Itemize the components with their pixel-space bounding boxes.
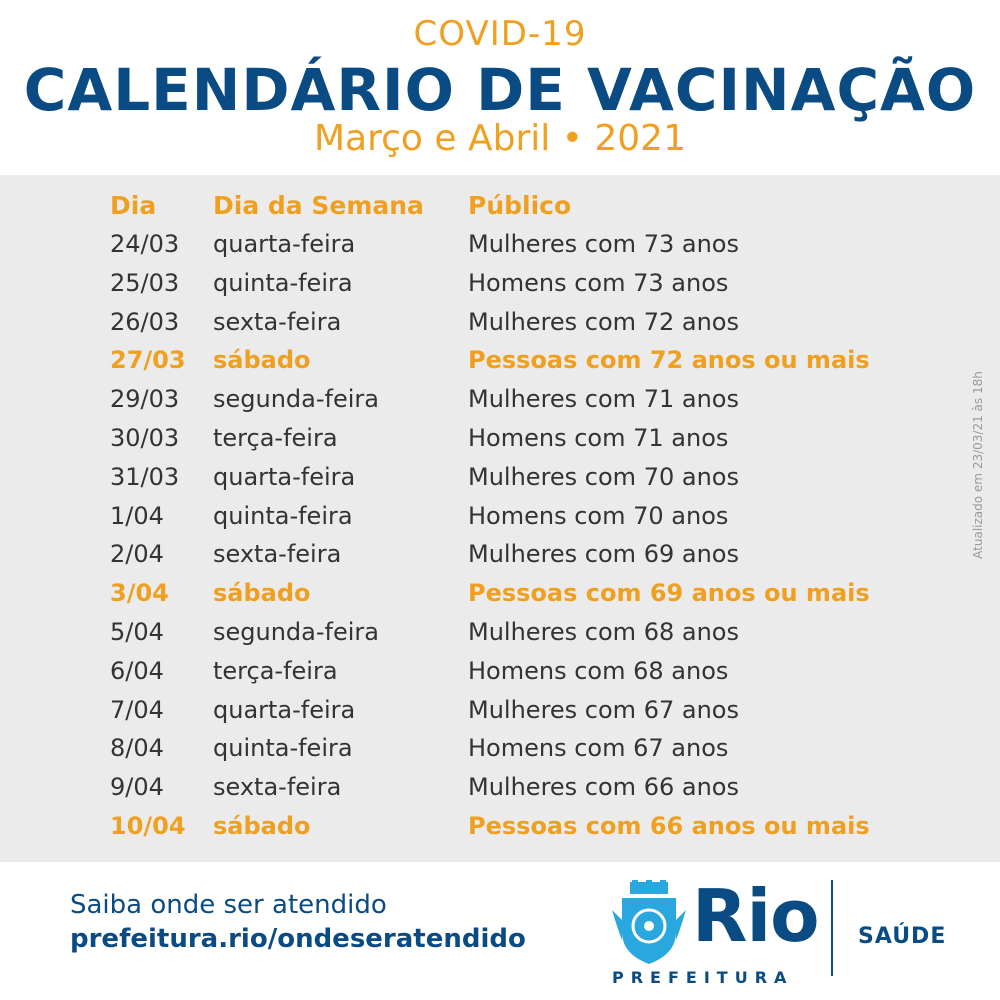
cell-dia: 29/03 [110, 385, 180, 413]
cell-publico: Homens com 70 anos [468, 502, 729, 530]
cell-dia-semana: quinta-feira [213, 502, 353, 530]
cell-publico: Mulheres com 68 anos [468, 618, 739, 646]
cell-dia: 30/03 [110, 424, 180, 452]
cell-dia: 31/03 [110, 463, 180, 491]
cell-publico: Mulheres com 67 anos [468, 696, 739, 724]
cell-publico: Homens com 68 anos [468, 657, 729, 685]
rio-coat-of-arms-icon [610, 880, 688, 966]
cell-dia-semana: sexta-feira [213, 540, 342, 568]
cell-dia: 6/04 [110, 657, 164, 685]
cell-publico: Mulheres com 69 anos [468, 540, 739, 568]
cell-dia: 2/04 [110, 540, 164, 568]
cell-publico: Homens com 67 anos [468, 734, 729, 762]
cell-publico: Mulheres com 71 anos [468, 385, 739, 413]
cell-dia-semana: segunda-feira [213, 385, 379, 413]
cell-dia: 27/03 [110, 346, 186, 374]
cell-dia-semana: segunda-feira [213, 618, 379, 646]
cell-publico: Pessoas com 69 anos ou mais [468, 579, 870, 607]
cell-publico: Mulheres com 66 anos [468, 773, 739, 801]
footer [0, 862, 1000, 1000]
header-dia-semana: Dia da Semana [213, 191, 424, 220]
header-supertitle: COVID-19 [413, 14, 587, 54]
cell-dia: 9/04 [110, 773, 164, 801]
cell-dia: 5/04 [110, 618, 164, 646]
cell-dia: 3/04 [110, 579, 169, 607]
footer-link[interactable]: prefeitura.rio/ondeseratendido [70, 924, 526, 954]
updated-note: Atualizado em 23/03/21 às 18h [971, 371, 985, 559]
page-title: CALENDÁRIO DE VACINAÇÃO [23, 56, 977, 124]
cell-publico: Homens com 71 anos [468, 424, 729, 452]
cell-dia: 26/03 [110, 308, 180, 336]
footer-cta-text: Saiba onde ser atendido [70, 890, 387, 920]
cell-dia-semana: terça-feira [213, 424, 338, 452]
cell-dia-semana: quinta-feira [213, 734, 353, 762]
cell-dia-semana: sábado [213, 579, 311, 607]
cell-dia: 24/03 [110, 230, 180, 258]
department-label: SAÚDE [858, 924, 947, 949]
prefeitura-rio-logo [610, 872, 819, 992]
cell-publico: Pessoas com 72 anos ou mais [468, 346, 870, 374]
cell-publico: Mulheres com 70 anos [468, 463, 739, 491]
header-subtitle: Março e Abril • 2021 [313, 118, 686, 159]
cell-dia-semana: sábado [213, 812, 311, 840]
cell-dia-semana: sábado [213, 346, 311, 374]
schedule-panel [0, 175, 1000, 862]
logo-org: PREFEITURA [612, 968, 794, 987]
cell-dia-semana: quarta-feira [213, 696, 356, 724]
header [0, 0, 1000, 175]
cell-dia: 7/04 [110, 696, 164, 724]
cell-dia: 10/04 [110, 812, 186, 840]
cell-dia-semana: sexta-feira [213, 308, 342, 336]
cell-dia-semana: quinta-feira [213, 269, 353, 297]
logo-brand: Rio [692, 874, 819, 958]
cell-publico: Mulheres com 73 anos [468, 230, 739, 258]
cell-dia-semana: sexta-feira [213, 773, 342, 801]
cell-dia-semana: quarta-feira [213, 463, 356, 491]
cell-dia-semana: quarta-feira [213, 230, 356, 258]
cell-dia: 8/04 [110, 734, 164, 762]
cell-dia-semana: terça-feira [213, 657, 338, 685]
logo-divider [831, 880, 833, 976]
cell-publico: Homens com 73 anos [468, 269, 729, 297]
cell-dia: 1/04 [110, 502, 164, 530]
cell-publico: Mulheres com 72 anos [468, 308, 739, 336]
cell-dia: 25/03 [110, 269, 180, 297]
header-dia: Dia [110, 191, 157, 220]
header-publico: Público [468, 191, 572, 220]
cell-publico: Pessoas com 66 anos ou mais [468, 812, 870, 840]
